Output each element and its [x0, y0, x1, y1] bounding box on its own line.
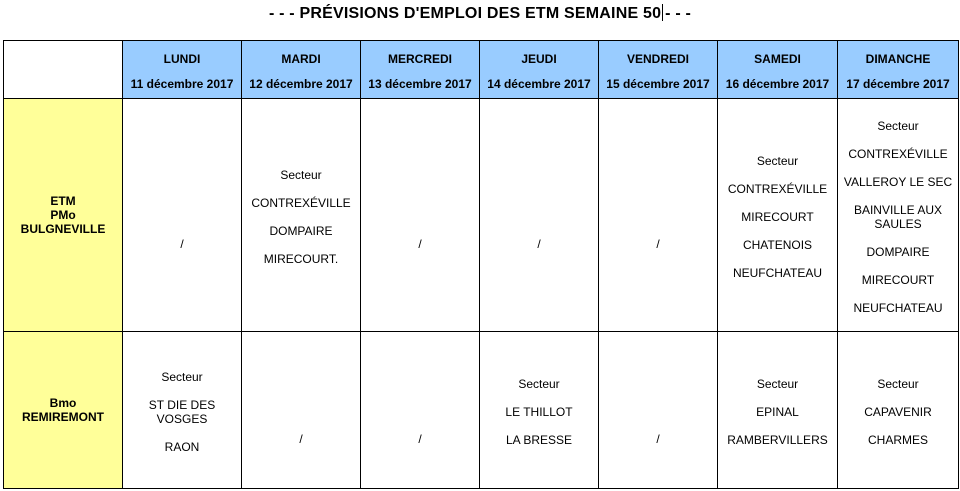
day-name: MARDI [281, 52, 321, 66]
no-assignment-mark: / [418, 432, 422, 446]
sector-heading: Secteur [877, 118, 919, 133]
row-label-line: BULGNEVILLE [20, 222, 106, 236]
sector-heading: Secteur [161, 369, 203, 384]
no-assignment-mark: / [299, 432, 303, 446]
sector-entry: VALLEROY LE SEC [843, 174, 953, 189]
day-header-mercredi [361, 41, 480, 99]
sector-heading: Secteur [280, 167, 322, 182]
day-date: 13 décembre 2017 [368, 77, 472, 91]
table-row [4, 332, 959, 489]
day-name: LUNDI [163, 52, 201, 66]
day-header-jeudi [480, 41, 599, 99]
sector-entry: CAPAVENIR [864, 404, 932, 419]
row-label-line: REMIREMONT [22, 410, 104, 424]
day-name: JEUDI [521, 52, 557, 66]
sector-entry: LE THILLOT [505, 404, 573, 419]
day-date: 16 décembre 2017 [725, 77, 830, 91]
schedule-cell [718, 332, 838, 489]
sector-entry: NEUFCHATEAU [853, 300, 943, 315]
sector-entry: MIRECOURT [741, 209, 814, 224]
sector-entry: MIRECOURT. [263, 251, 339, 266]
sector-entry: DOMPAIRE [269, 223, 333, 238]
table-row [4, 99, 959, 332]
schedule-cell [123, 99, 242, 332]
row-label-line: Bmo [49, 396, 77, 410]
no-assignment-mark: / [418, 237, 422, 251]
day-header-samedi [718, 41, 838, 99]
sector-entry: MIRECOURT [861, 272, 935, 287]
day-header-vendredi [599, 41, 718, 99]
schedule-cell [599, 332, 718, 489]
schedule-cell [480, 99, 599, 332]
row-label-line: PMo [50, 208, 76, 222]
schedule-cell [838, 99, 959, 332]
sector-entry: CHARMES [867, 432, 928, 447]
day-header-dimanche [838, 41, 959, 99]
sector-entry: LA BRESSE [505, 432, 573, 447]
title-text: - - - PRÉVISIONS D'EMPLOI DES ETM SEMAINE 50 [268, 5, 662, 22]
sector-entry: CHATENOIS [742, 237, 813, 252]
day-name: SAMEDI [754, 52, 801, 66]
schedule-cell [242, 332, 361, 489]
sector-heading: Secteur [756, 153, 799, 168]
no-assignment-mark: / [656, 432, 660, 446]
sector-heading: Secteur [756, 376, 799, 391]
schedule-cell [361, 332, 480, 489]
day-date: 11 décembre 2017 [130, 77, 234, 91]
title-suffix: - - - [665, 5, 692, 22]
sector-entry: CONTREXÉVILLE [848, 146, 948, 161]
schedule-cell [480, 332, 599, 489]
sector-entry: RAMBERVILLERS [727, 432, 828, 447]
corner-cell [4, 41, 123, 99]
day-date: 15 décembre 2017 [606, 77, 710, 91]
row-header-bmo-remiremont [4, 332, 123, 489]
day-date: 17 décembre 2017 [846, 77, 950, 91]
schedule-cell [123, 332, 242, 489]
schedule-table [3, 40, 959, 489]
text-cursor-icon [662, 4, 663, 21]
day-date: 14 décembre 2017 [487, 77, 591, 91]
day-header-lundi [123, 41, 242, 99]
row-header-etm-bulgneville [4, 99, 123, 332]
day-date: 12 décembre 2017 [249, 77, 353, 91]
schedule-cell [718, 99, 838, 332]
sector-entry: RAON [164, 439, 200, 454]
schedule-cell [599, 99, 718, 332]
day-name: MERCREDI [387, 52, 452, 66]
no-assignment-mark: / [656, 237, 660, 251]
sector-entry: NEUFCHATEAU [732, 265, 823, 280]
page-title [0, 3, 960, 25]
header-row [4, 41, 959, 99]
schedule-cell [361, 99, 480, 332]
schedule-cell [242, 99, 361, 332]
day-name: VENDREDI [626, 52, 689, 66]
sector-entry: DOMPAIRE [866, 244, 930, 259]
no-assignment-mark: / [180, 237, 184, 251]
no-assignment-mark: / [537, 237, 541, 251]
row-label-line: ETM [50, 194, 76, 208]
sector-heading: Secteur [877, 376, 919, 391]
sector-entry: BAINVILLE AUX SAULES [853, 202, 943, 231]
sector-entry: CONTREXÉVILLE [727, 181, 828, 196]
sector-entry: CONTREXÉVILLE [251, 195, 351, 210]
day-name: DIMANCHE [865, 52, 931, 66]
sector-heading: Secteur [518, 376, 560, 391]
sector-entry: EPINAL [756, 404, 799, 419]
sector-entry: ST DIE DES VOSGES [148, 397, 216, 426]
schedule-cell [838, 332, 959, 489]
day-header-mardi [242, 41, 361, 99]
